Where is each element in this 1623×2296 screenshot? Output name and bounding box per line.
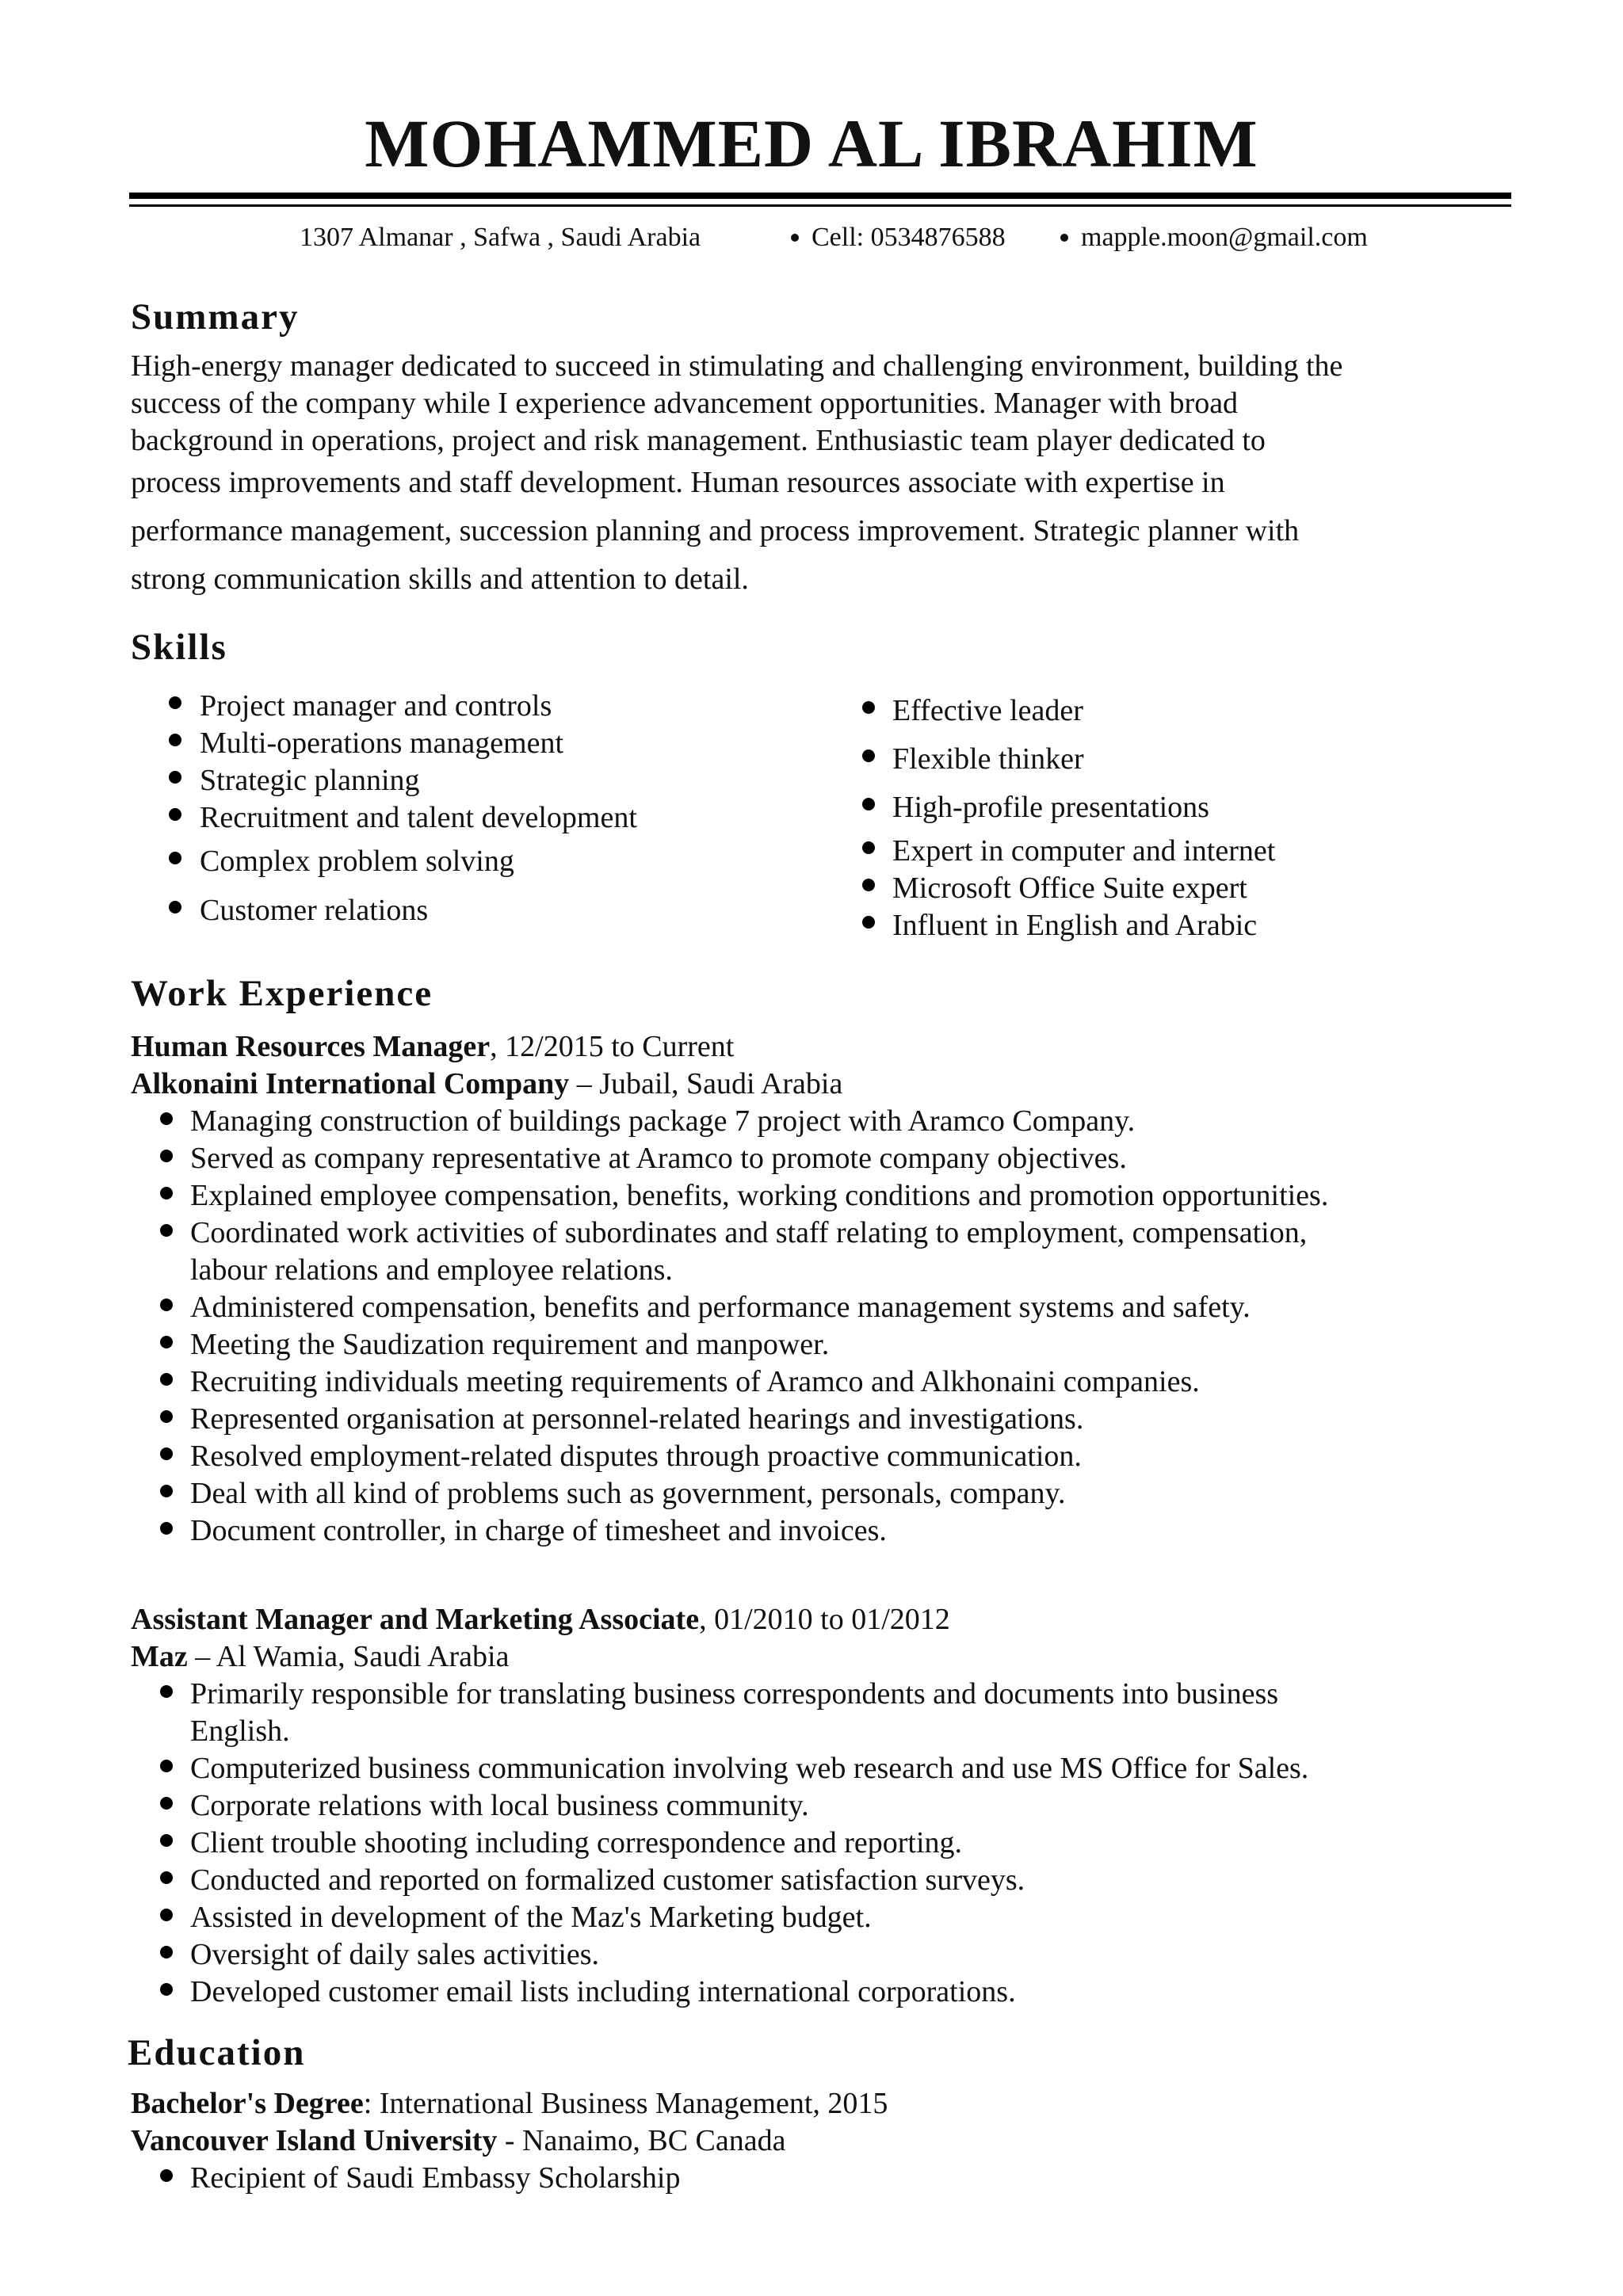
contact-cell: Cell: 0534876588: [812, 223, 1006, 252]
degree-line: [131, 2088, 888, 2119]
education-note: Recipient of Saudi Embassy Scholarship: [190, 2161, 681, 2195]
school-line: [131, 2126, 786, 2156]
skill-item: Recruitment and talent development: [200, 801, 637, 834]
bullet-dot: [169, 852, 181, 864]
bullet-dot: [862, 916, 875, 929]
header-rule-thin: [129, 204, 1511, 207]
job-dates: , 01/2010 to 01/2012: [699, 1603, 950, 1636]
job-duty: Assisted in development of the Maz's Marketing budget.: [190, 1901, 872, 1934]
bullet-dot: [160, 1760, 173, 1772]
bullet-dot: [160, 1373, 173, 1386]
bullet-dot: [169, 901, 181, 913]
job-title-line: [131, 1604, 950, 1634]
summary-line: process improvements and staff development. Human resources associate with expertise in: [131, 466, 1225, 499]
bullet-dot: [160, 1410, 173, 1423]
job-duty: Oversight of daily sales activities.: [190, 1938, 600, 1971]
job-duty: Administered compensation, benefits and performance management systems and safety.: [190, 1291, 1251, 1324]
bullet-dot: [169, 696, 181, 709]
bullet-dot: [160, 1946, 173, 1958]
job-company-line: [131, 1642, 509, 1672]
candidate-name: MOHAMMED AL IBRAHIM: [365, 105, 1258, 181]
bullet-dot: [169, 808, 181, 821]
bullet-dot: [862, 749, 875, 762]
skill-item: Complex problem solving: [200, 845, 514, 878]
bullet-dot: [160, 1447, 173, 1460]
bullet-dot: [862, 701, 875, 714]
bullet-dot: [160, 1983, 173, 1996]
bullet-dot: [160, 1685, 173, 1698]
bullet-dot: [862, 841, 875, 854]
bullet-dot: [862, 879, 875, 891]
job-company: Maz: [131, 1640, 188, 1673]
summary-line: performance management, succession planning and process improvement. Strategic planner with: [131, 514, 1300, 547]
skill-item: Effective leader: [892, 694, 1083, 727]
bullet-dot: [160, 1187, 173, 1199]
job-duty: Meeting the Saudization requirement and manpower.: [190, 1328, 830, 1361]
contact-separator-dot: [791, 234, 799, 242]
bullet-dot: [160, 1871, 173, 1884]
bullet-dot: [160, 1834, 173, 1847]
skill-item: Microsoft Office Suite expert: [892, 871, 1247, 905]
job-duty: Recruiting individuals meeting requirements of Aramco and Alkhonaini companies.: [190, 1365, 1200, 1398]
school-name: Vancouver Island University: [131, 2124, 498, 2157]
skill-item: Flexible thinker: [892, 742, 1084, 776]
skill-item: Multi-operations management: [200, 727, 564, 760]
job-duty-continued: labour relations and employee relations.: [190, 1253, 673, 1287]
job-title-line: [131, 1032, 734, 1062]
job-location: – Al Wamia, Saudi Arabia: [187, 1640, 510, 1673]
summary-line: strong communication skills and attention to detail.: [131, 563, 749, 596]
job-company-line: [131, 1069, 842, 1099]
bullet-dot: [160, 1299, 173, 1311]
job-duty: Client trouble shooting including correspondence and reporting.: [190, 1826, 963, 1859]
job-dates: , 12/2015 to Current: [490, 1030, 735, 1063]
skill-item: Influent in English and Arabic: [892, 909, 1258, 942]
bullet-dot: [160, 1522, 173, 1535]
job-location: – Jubail, Saudi Arabia: [569, 1067, 843, 1100]
bullet-dot: [169, 771, 181, 784]
bullet-dot: [160, 1150, 173, 1162]
bullet-dot: [160, 2169, 173, 2182]
summary-line: High-energy manager dedicated to succeed in stimulating and challenging environment, building the: [131, 349, 1343, 383]
bullet-dot: [160, 1336, 173, 1348]
job-company: Alkonaini International Company: [131, 1067, 570, 1100]
contact-address: 1307 Almanar , Safwa , Saudi Arabia: [300, 223, 701, 252]
summary-line: success of the company while I experience advancement opportunities. Manager with broad: [131, 387, 1239, 420]
skill-item: Expert in computer and internet: [892, 834, 1276, 868]
job-duty: Corporate relations with local business community.: [190, 1789, 809, 1822]
skill-item: Project manager and controls: [200, 689, 552, 723]
job-duty: Served as company representative at Aramco to promote company objectives.: [190, 1142, 1127, 1175]
job-duty: Conducted and reported on formalized customer satisfaction surveys.: [190, 1863, 1025, 1897]
degree-detail: : International Business Management, 2015: [363, 2087, 888, 2120]
job-duty: Managing construction of buildings package 7 project with Aramco Company.: [190, 1104, 1136, 1138]
bullet-dot: [169, 734, 181, 746]
job-role: Assistant Manager and Marketing Associate: [131, 1603, 700, 1636]
bullet-dot: [160, 1485, 173, 1497]
school-detail: - Nanaimo, BC Canada: [497, 2124, 786, 2157]
bullet-dot: [862, 798, 875, 810]
job-duty: Represented organisation at personnel-related hearings and investigations.: [190, 1402, 1084, 1436]
job-role: Human Resources Manager: [131, 1030, 491, 1063]
summary-line: background in operations, project and risk management. Enthusiastic team player dedicated to: [131, 424, 1266, 457]
skill-item: Strategic planning: [200, 764, 420, 797]
summary-heading: Summary: [131, 296, 300, 338]
work-heading: Work Experience: [131, 973, 433, 1014]
degree-name: Bachelor's Degree: [131, 2087, 364, 2120]
bullet-dot: [160, 1797, 173, 1810]
skill-item: Customer relations: [200, 894, 429, 927]
header-rule-thick: [129, 193, 1511, 199]
skill-item: High-profile presentations: [892, 791, 1209, 824]
job-duty: Document controller, in charge of timesheet and invoices.: [190, 1514, 887, 1547]
contact-separator-dot: [1060, 234, 1068, 242]
job-duty: Deal with all kind of problems such as government, personals, company.: [190, 1477, 1066, 1510]
skills-heading: Skills: [131, 627, 227, 668]
job-duty-continued: English.: [190, 1714, 290, 1748]
bullet-dot: [160, 1224, 173, 1237]
bullet-dot: [160, 1112, 173, 1125]
job-duty: Coordinated work activities of subordinates and staff relating to employment, compensation,: [190, 1216, 1308, 1249]
job-duty: Computerized business communication involving web research and use MS Office for Sales.: [190, 1752, 1309, 1785]
job-duty: Resolved employment-related disputes through proactive communication.: [190, 1440, 1082, 1473]
job-duty: Explained employee compensation, benefits, working conditions and promotion opportunities.: [190, 1179, 1329, 1212]
job-duty: Developed customer email lists including international corporations.: [190, 1975, 1016, 2008]
job-duty: Primarily responsible for translating business correspondents and documents into business: [190, 1677, 1279, 1711]
bullet-dot: [160, 1909, 173, 1921]
contact-email: mapple.moon@gmail.com: [1081, 223, 1368, 252]
education-heading: Education: [128, 2032, 306, 2073]
